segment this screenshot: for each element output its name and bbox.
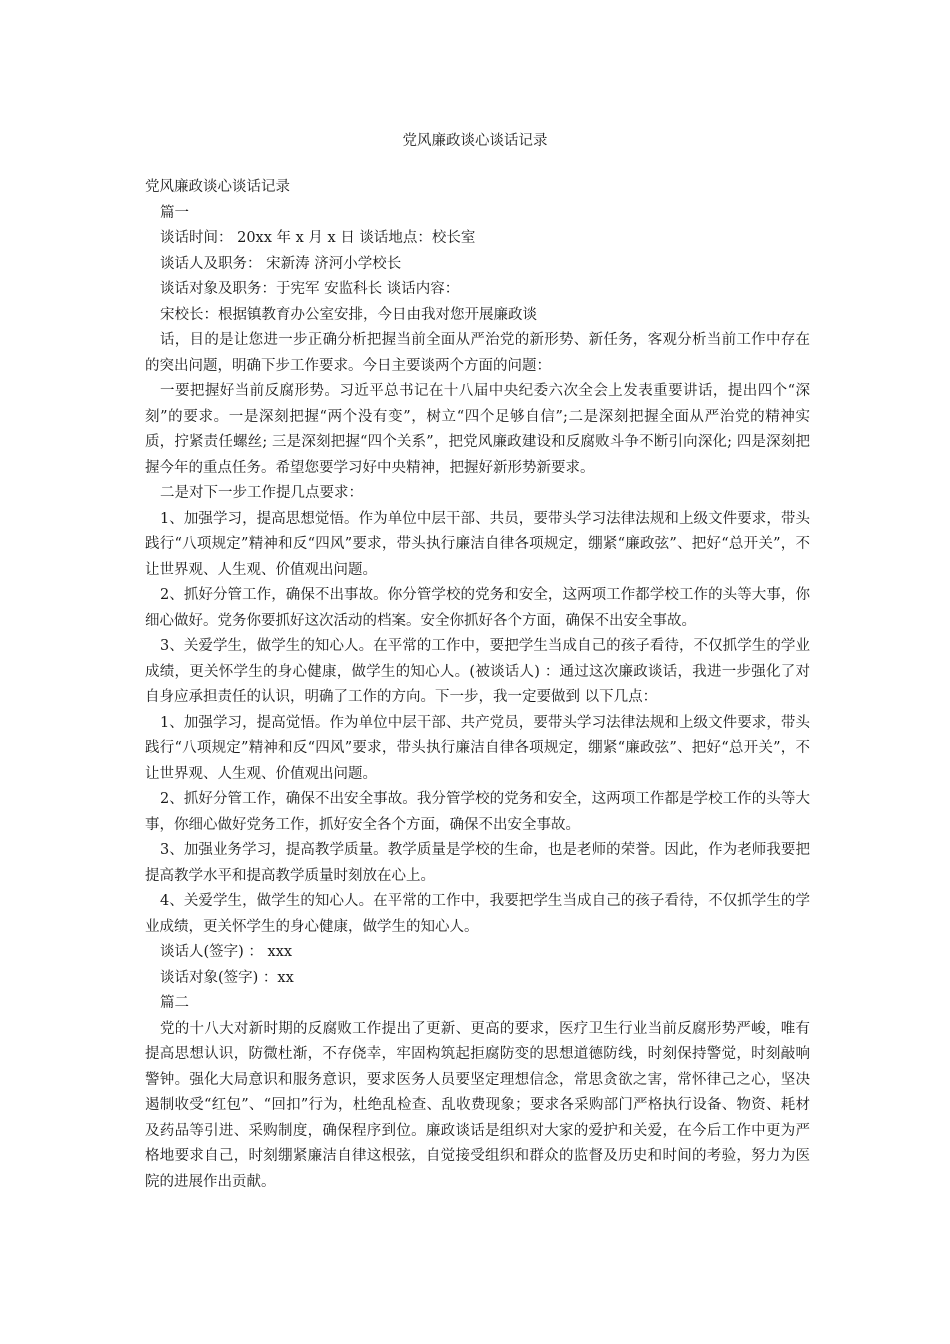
paragraph-situation: 一要把握好当前反腐形势。习近平总书记在十八届中央纪委六次全会上发表重要讲话，提出四个“深刻”的要求。一是深刻把握“两个没有变”，树立“四个足够自信”;二是深刻把握全面从严治党的精神实质，拧紧责任螺丝; 三是深刻把握“四个关系”，把党风廉政建设和反腐败斗争不断引向深化; 四是深刻把握今年的重点任务。希望您要学习好中央精神，把握好新形势新要求。 [145, 383, 810, 476]
document-body [145, 175, 810, 1195]
meta-time-location: 谈话时间： 20xx 年 x 月 x 日 谈话地点：校长室 [160, 230, 476, 246]
response-item-3: 3、加强业务学习，提高教学质量。教学质量是学校的生命，也是老师的荣誉。因此，作为老师我要把提高教学水平和提高教学质量时刻放在心上。 [145, 842, 810, 884]
signature-interviewer: 谈话人(签字) ： xxx [160, 944, 293, 960]
signature-interviewee: 谈话对象(签字) ：xx [160, 969, 294, 986]
requirement-item-1: 1、加强学习，提高思想觉悟。作为单位中层干部、共员，要带头学习法律法规和上级文件要求，带头践行“八项规定”精神和反“四风”要求，带头执行廉洁自律各项规定，绷紧“廉政弦”、把好“总开关”，不让世界观、人生观、价值观出问题。 [145, 510, 810, 578]
response-item-4: 4、关爱学生，做学生的知心人。在平常的工作中，我要把学生当成自己的孩子看待，不仅抓学生的学业成绩，更关怀学生的身心健康，做学生的知心人。 [145, 893, 810, 935]
opening-line: 宋校长：根据镇教育办公室安排，今日由我对您开展廉政谈 [160, 306, 537, 323]
requirement-item-2: 2、抓好分管工作，确保不出事故。你分管学校的党务和安全，这两项工作都学校工作的头等大事，你细心做好。党务你要抓好这次活动的档案。安全你抓好各个方面，确保不出安全事故。 [145, 587, 810, 629]
document-title: 党风廉政谈心谈话记录 [402, 133, 548, 149]
section-two-paragraph: 党的十八大对新时期的反腐败工作提出了更新、更高的要求，医疗卫生行业当前反腐形势严峻，唯有提高思想认识，防微杜渐，不存侥幸，牢固构筑起拒腐防变的思想道德防线，时刻保持警觉，时刻敲响警钟。强化大局意识和服务意识，要求医务人员要坚定理想信念，常思贪欲之害，常怀律己之心，坚决遏制收受“红包”、“回扣”行为，杜绝乱检查、乱收费现象；要求各采购部门严格执行设备、物资、耗材及药品等引进、采购制度，确保程序到位。廉政谈话是组织对大家的爱护和关爱，在今后工作中更为严格地要求自己，时刻绷紧廉洁自律这根弦，自觉接受组织和群众的监督及历史和时间的考验，努力为医院的进展作出贡献。 [145, 1020, 810, 1190]
response-item-1: 1、加强学习，提高觉悟。作为单位中层干部、共产党员，要带头学习法律法规和上级文件要求，带头践行“八项规定”精神和反“四风”要求，带头执行廉洁自律各项规定，绷紧“廉政弦”、把好“总开关”，不让世界观、人生观、价值观出问题。 [145, 714, 810, 782]
section-heading-two: 篇二 [160, 995, 189, 1011]
opening-paragraph: 话，目的是让您进一步正确分析把握当前全面从严治党的新形势、新任务，客观分析当前工作中存在的突出问题，明确下步工作要求。今日主要谈两个方面的问题： [145, 332, 810, 374]
section-heading-one: 篇一 [160, 204, 189, 221]
meta-interviewee: 谈话对象及职务：于宪军 安监科长 谈话内容： [160, 281, 460, 297]
paragraph-requirements-intro: 二是对下一步工作提几点要求： [160, 485, 363, 501]
document-subtitle: 党风廉政谈心谈话记录 [145, 179, 290, 195]
requirement-item-3: 3、关爱学生，做学生的知心人。在平常的工作中，要把学生当成自己的孩子看待，不仅抓学生的学业成绩，更关怀学生的身心健康，做学生的知心人。(被谈话人) ：通过这次廉政谈话，我进一步强化了对自身应承担责任的认识，明确了工作的方向。下一步，我一定要做到 以下几点： [145, 638, 810, 705]
meta-interviewer: 谈话人及职务： 宋新涛 济河小学校长 [160, 255, 402, 272]
response-item-2: 2、抓好分管工作，确保不出安全事故。我分管学校的党务和安全，这两项工作都是学校工作的头等大事，你细心做好党务工作，抓好安全各个方面，确保不出安全事故。 [145, 791, 810, 833]
